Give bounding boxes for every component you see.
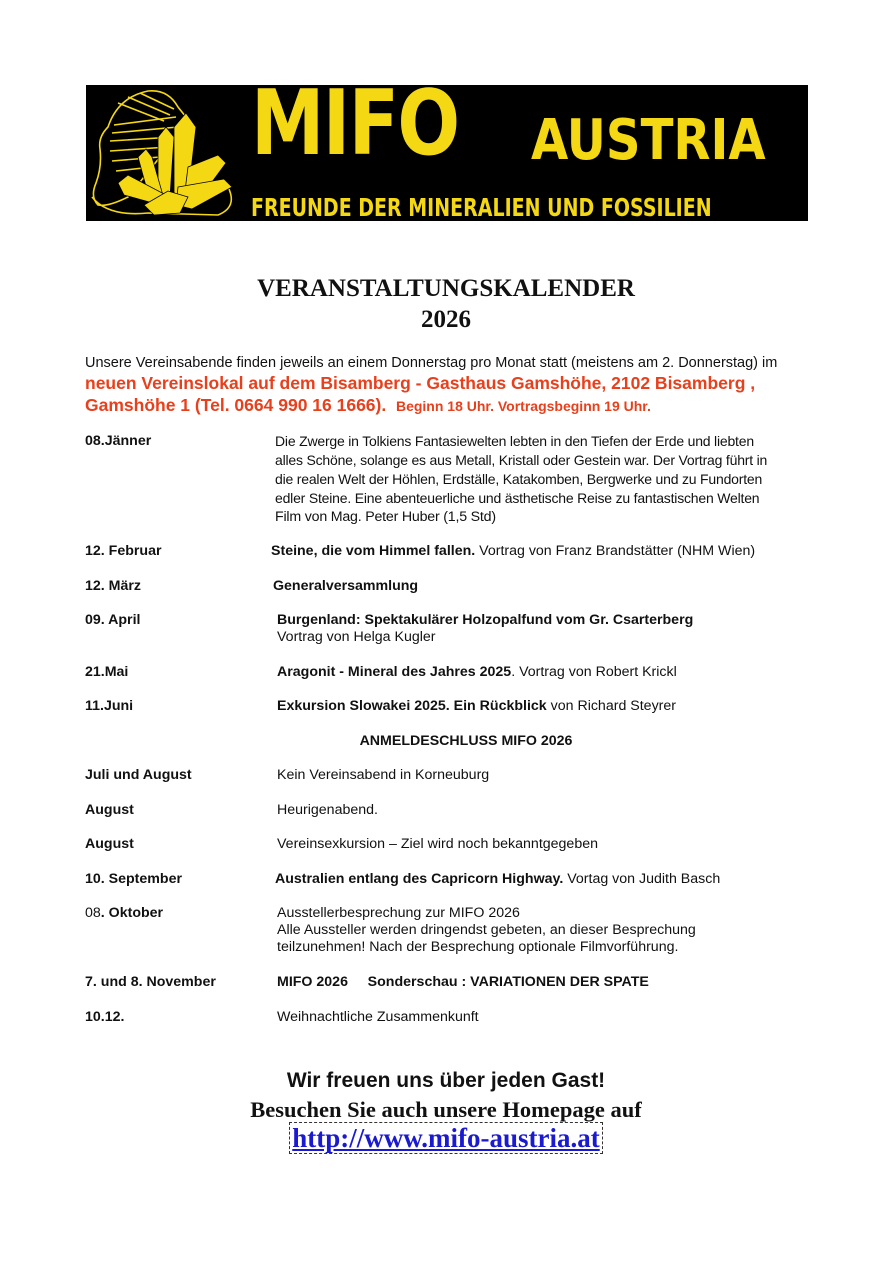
event-date: 7. und 8. November [85, 974, 216, 990]
description-line: Ausstellerbesprechung zur MIFO 2026 [277, 905, 520, 921]
event-detail: Vortrag von Franz Brandstätter (NHM Wien) [475, 543, 756, 559]
event-description [275, 871, 720, 888]
header-banner [86, 85, 808, 221]
event-date: 09. April [85, 612, 141, 628]
banner-title-austria: AUSTRIA [531, 108, 766, 173]
event-description [271, 543, 755, 560]
homepage-link-container [0, 1122, 892, 1154]
event-date [85, 905, 163, 922]
event-description [277, 698, 676, 715]
event-detail: Vortrag von Helga Kugler [277, 629, 436, 645]
event-date-day: 08 [85, 905, 101, 921]
address-text: Gamshöhe 1 (Tel. 0664 990 16 1666). [85, 395, 387, 415]
event-title: MIFO 2026 Sonderschau : VARIATIONEN DER SPATE [277, 974, 649, 990]
event-date: August [85, 836, 134, 852]
location-line: neuen Vereinslokal auf dem Bisamberg - Gasthaus Gamshöhe, 2102 Bisamberg , [85, 373, 756, 393]
event-description [277, 664, 677, 681]
event-detail: Vereinsexkursion – Ziel wird noch bekanntgegeben [277, 836, 598, 852]
event-description [275, 432, 767, 527]
event-title: Burgenland: Spektakulärer Holzopalfund vom Gr. Csarterberg [277, 612, 694, 628]
description-line: Film von Mag. Peter Huber (1,5 Std) [275, 509, 496, 525]
event-date: 10.12. [85, 1009, 125, 1025]
event-title: Steine, die vom Himmel fallen. [271, 543, 476, 559]
event-date-month: . Oktober [100, 905, 164, 921]
description-line: teilzunehmen! Nach der Besprechung optionale Filmvorführung. [277, 939, 679, 955]
event-title: Exkursion Slowakei 2025. Ein Rückblick [277, 698, 547, 714]
event-detail: Kein Vereinsabend in Korneuburg [277, 767, 490, 783]
times-text: Beginn 18 Uhr. Vortragsbeginn 19 Uhr. [395, 398, 651, 414]
intro-line: Unsere Vereinsabende finden jeweils an einem Donnerstag pro Monat statt (meistens am 2. Donnerstag) im [85, 355, 778, 371]
page-year: 2026 [421, 306, 471, 333]
event-detail: Weihnachtliche Zusammenkunft [277, 1009, 479, 1025]
description-line: Alle Aussteller werden dringendst gebeten, an dieser Besprechung [277, 922, 696, 938]
event-date: Juli und August [85, 767, 192, 783]
welcome-text: Wir freuen uns über jeden Gast! [286, 1069, 606, 1092]
event-date: 10. September [85, 871, 182, 887]
event-title: Aragonit - Mineral des Jahres 2025 [277, 664, 512, 680]
page-title: VERANSTALTUNGSKALENDER [257, 275, 635, 302]
event-date: 12. Februar [85, 543, 162, 559]
event-title: Generalversammlung [273, 578, 419, 594]
event-date: 08.Jänner [85, 433, 152, 449]
intro-text [85, 354, 825, 417]
event-detail: Vortag von Judith Basch [563, 871, 721, 887]
event-title: Australien entlang des Capricorn Highway. [275, 871, 564, 887]
event-description [277, 612, 693, 646]
event-description [277, 905, 696, 956]
description-line: Die Zwerge in Tolkiens Fantasiewelten lebten in den Tiefen der Erde und liebten [275, 433, 754, 449]
homepage-prompt: Besuchen Sie auch unsere Homepage auf [250, 1097, 642, 1122]
description-line: alles Schöne, solange es aus Metall, Kristall oder Gestein war. Der Vortrag führt in [275, 452, 768, 468]
event-detail: . Vortrag von Robert Krickl [511, 664, 677, 680]
event-detail: Heurigenabend. [277, 802, 378, 818]
event-date: 12. März [85, 578, 141, 594]
crystal-logo-icon [88, 87, 248, 219]
banner-title-mifo: MIFO [251, 85, 459, 176]
homepage-link[interactable]: http://www.mifo-austria.at [289, 1122, 602, 1154]
event-detail: von Richard Steyrer [546, 698, 677, 714]
banner-subtitle: FREUNDE DER MINERALIEN UND FOSSILIEN [251, 193, 712, 221]
registration-deadline-note: ANMELDESCHLUSS MIFO 2026 [359, 733, 573, 749]
description-line: edler Steine. Eine abenteuerliche und ästhetische Reise zu fantastischen Welten [275, 490, 760, 506]
event-date: 21.Mai [85, 664, 129, 680]
event-date: August [85, 802, 134, 818]
address-line [85, 394, 825, 417]
description-line: die realen Welt der Höhlen, Erdställe, Katakomben, Bergwerke und zu Fundorten [275, 471, 763, 487]
event-date: 11.Juni [85, 698, 134, 714]
